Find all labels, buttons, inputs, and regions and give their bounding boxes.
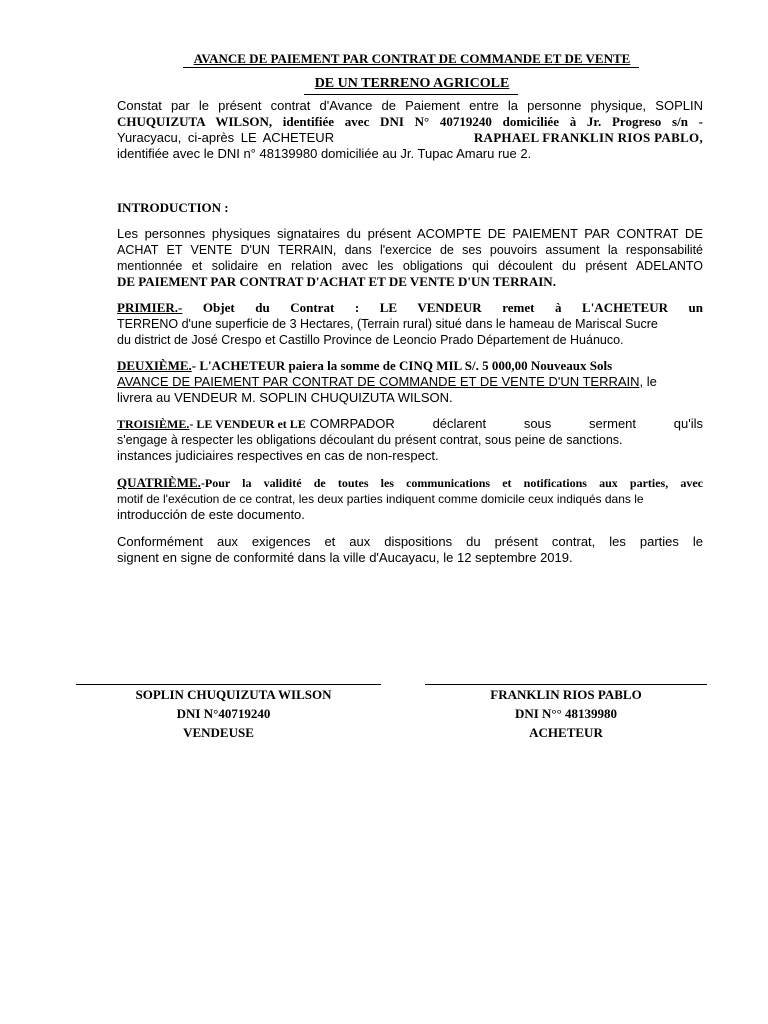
conclusion-paragraph <box>117 534 703 566</box>
acheteur-name: RAPHAEL FRANKLIN RIOS PABLO, <box>473 130 703 145</box>
quatrieme-line-3: introducción de este documento. <box>117 507 305 522</box>
deuxieme-contract-title: AVANCE DE PAIEMENT PAR CONTRAT DE COMMANDE ET DE VENTE D'UN TERRAIN, <box>117 374 644 389</box>
intro-line-3 <box>117 130 703 146</box>
vendeuse-dni: DNI N°40719240 <box>176 706 271 721</box>
signature-block-vendeuse <box>76 685 391 742</box>
conclusion-line-2: signent en signe de conformité dans la ville d'Aucayacu, le 12 septembre 2019. <box>117 550 573 565</box>
troisieme-label: TROISIÈME. <box>117 417 190 431</box>
introduction-line-3: mentionnée et solidaire en relation avec les obligations qui découlent du présent ADELANTO <box>117 259 703 273</box>
intro-line-2: CHUQUIZUTA WILSON, identifiée avec DNI N° 40719240 domiciliée à Jr. Progreso s/n - <box>117 114 703 129</box>
title-underline-rule <box>183 67 639 68</box>
deuxieme-line-3: livrera au VENDEUR M. SOPLIN CHUQUIZUTA WILSON. <box>117 390 453 405</box>
intro-line-1: Constat par le présent contrat d'Avance de Paiement entre la personne physique, SOPLIN <box>117 98 703 113</box>
intro-paragraph <box>117 98 703 162</box>
introduction-line-1: Les personnes physiques signataires du présent ACOMPTE DE PAIEMENT PAR CONTRAT DE <box>117 226 703 241</box>
intro-line-4: identifiée avec le DNI n° 48139980 domiciliée au Jr. Tupac Amaru rue 2. <box>117 146 532 161</box>
document-title-line1: AVANCE DE PAIEMENT PAR CONTRAT DE COMMANDE ET DE VENTE <box>193 51 631 66</box>
troisieme-intro <box>117 416 306 432</box>
deuxieme-amount: - L'ACHETEUR paiera la somme de CINQ MIL S/. 5 000,00 Nouveaux Sols <box>191 358 613 373</box>
premier-line-3: du district de José Crespo et Castillo Province de Leoncio Prado Département de Huánuco. <box>117 333 624 347</box>
acheteur-signature-name: FRANKLIN RIOS PABLO <box>490 687 642 702</box>
conclusion-line-1: Conformément aux exigences et aux dispositions du présent contrat, les parties le <box>117 534 703 549</box>
vendeuse-name: SOPLIN CHUQUIZUTA WILSON <box>135 687 332 702</box>
acheteur-role: ACHETEUR <box>529 725 603 740</box>
introduction-heading: INTRODUCTION : <box>117 200 229 215</box>
vendeuse-role: VENDEUSE <box>183 725 254 740</box>
document-title-line2: DE UN TERRENO AGRICOLE <box>314 76 510 91</box>
premier-label: PRIMIER.- <box>117 300 183 315</box>
introduction-line-2: ACHAT ET VENTE D'UN TERRAIN, dans l'exercice de ses pouvoirs assument la responsabilité <box>117 243 703 257</box>
acheteur-label: Yuracyacu, ci-après LE ACHETEUR <box>117 130 335 145</box>
quatrieme-label: QUATRIÈME. <box>117 475 201 490</box>
deuxieme-line-1 <box>117 358 703 374</box>
deuxieme-label: DEUXIÈME. <box>117 358 192 373</box>
clause-deuxieme <box>117 358 703 406</box>
premier-object: Objet du Contrat : LE VENDEUR remet à L'ACHETEUR un <box>182 300 703 315</box>
quatrieme-text: -Pour la validité de toutes les communications et notifications aux parties, avec <box>200 476 703 490</box>
quatrieme-line-2: motif de l'exécution de ce contrat, les deux parties indiquent comme domicile ceux indiqués dans le <box>117 492 644 506</box>
quatrieme-line-1 <box>117 475 703 491</box>
troisieme-declaration: COMRPADOR déclarent sous serment qu'ils <box>309 416 703 431</box>
premier-line-2: TERRENO d'une superficie de 3 Hectares, (Terrain rural) situé dans le hameau de Mariscal Sucre <box>117 317 658 331</box>
troisieme-line-2: s'engage à respecter les obligations découlant du présent contrat, sous peine de sanctions. <box>117 433 623 447</box>
troisieme-parties: - LE VENDEUR et LE <box>189 417 306 431</box>
introduction-paragraph <box>117 226 703 290</box>
premier-line-1 <box>117 300 703 316</box>
title-underline-rule-2 <box>304 94 518 95</box>
deuxieme-le: le <box>643 374 657 389</box>
acheteur-dni: DNI N°° 48139980 <box>514 706 618 721</box>
signature-block-acheteur <box>425 685 707 742</box>
introduction-line-4: DE PAIEMENT PAR CONTRAT D'ACHAT ET DE VENTE D'UN TERRAIN. <box>117 274 556 289</box>
clause-premier <box>117 300 703 348</box>
deuxieme-line-2 <box>117 374 703 390</box>
clause-troisieme <box>117 416 703 464</box>
troisieme-line-1 <box>117 416 703 432</box>
clause-quatrieme <box>117 475 703 523</box>
troisieme-line-3: instances judiciaires respectives en cas de non-respect. <box>117 448 439 463</box>
